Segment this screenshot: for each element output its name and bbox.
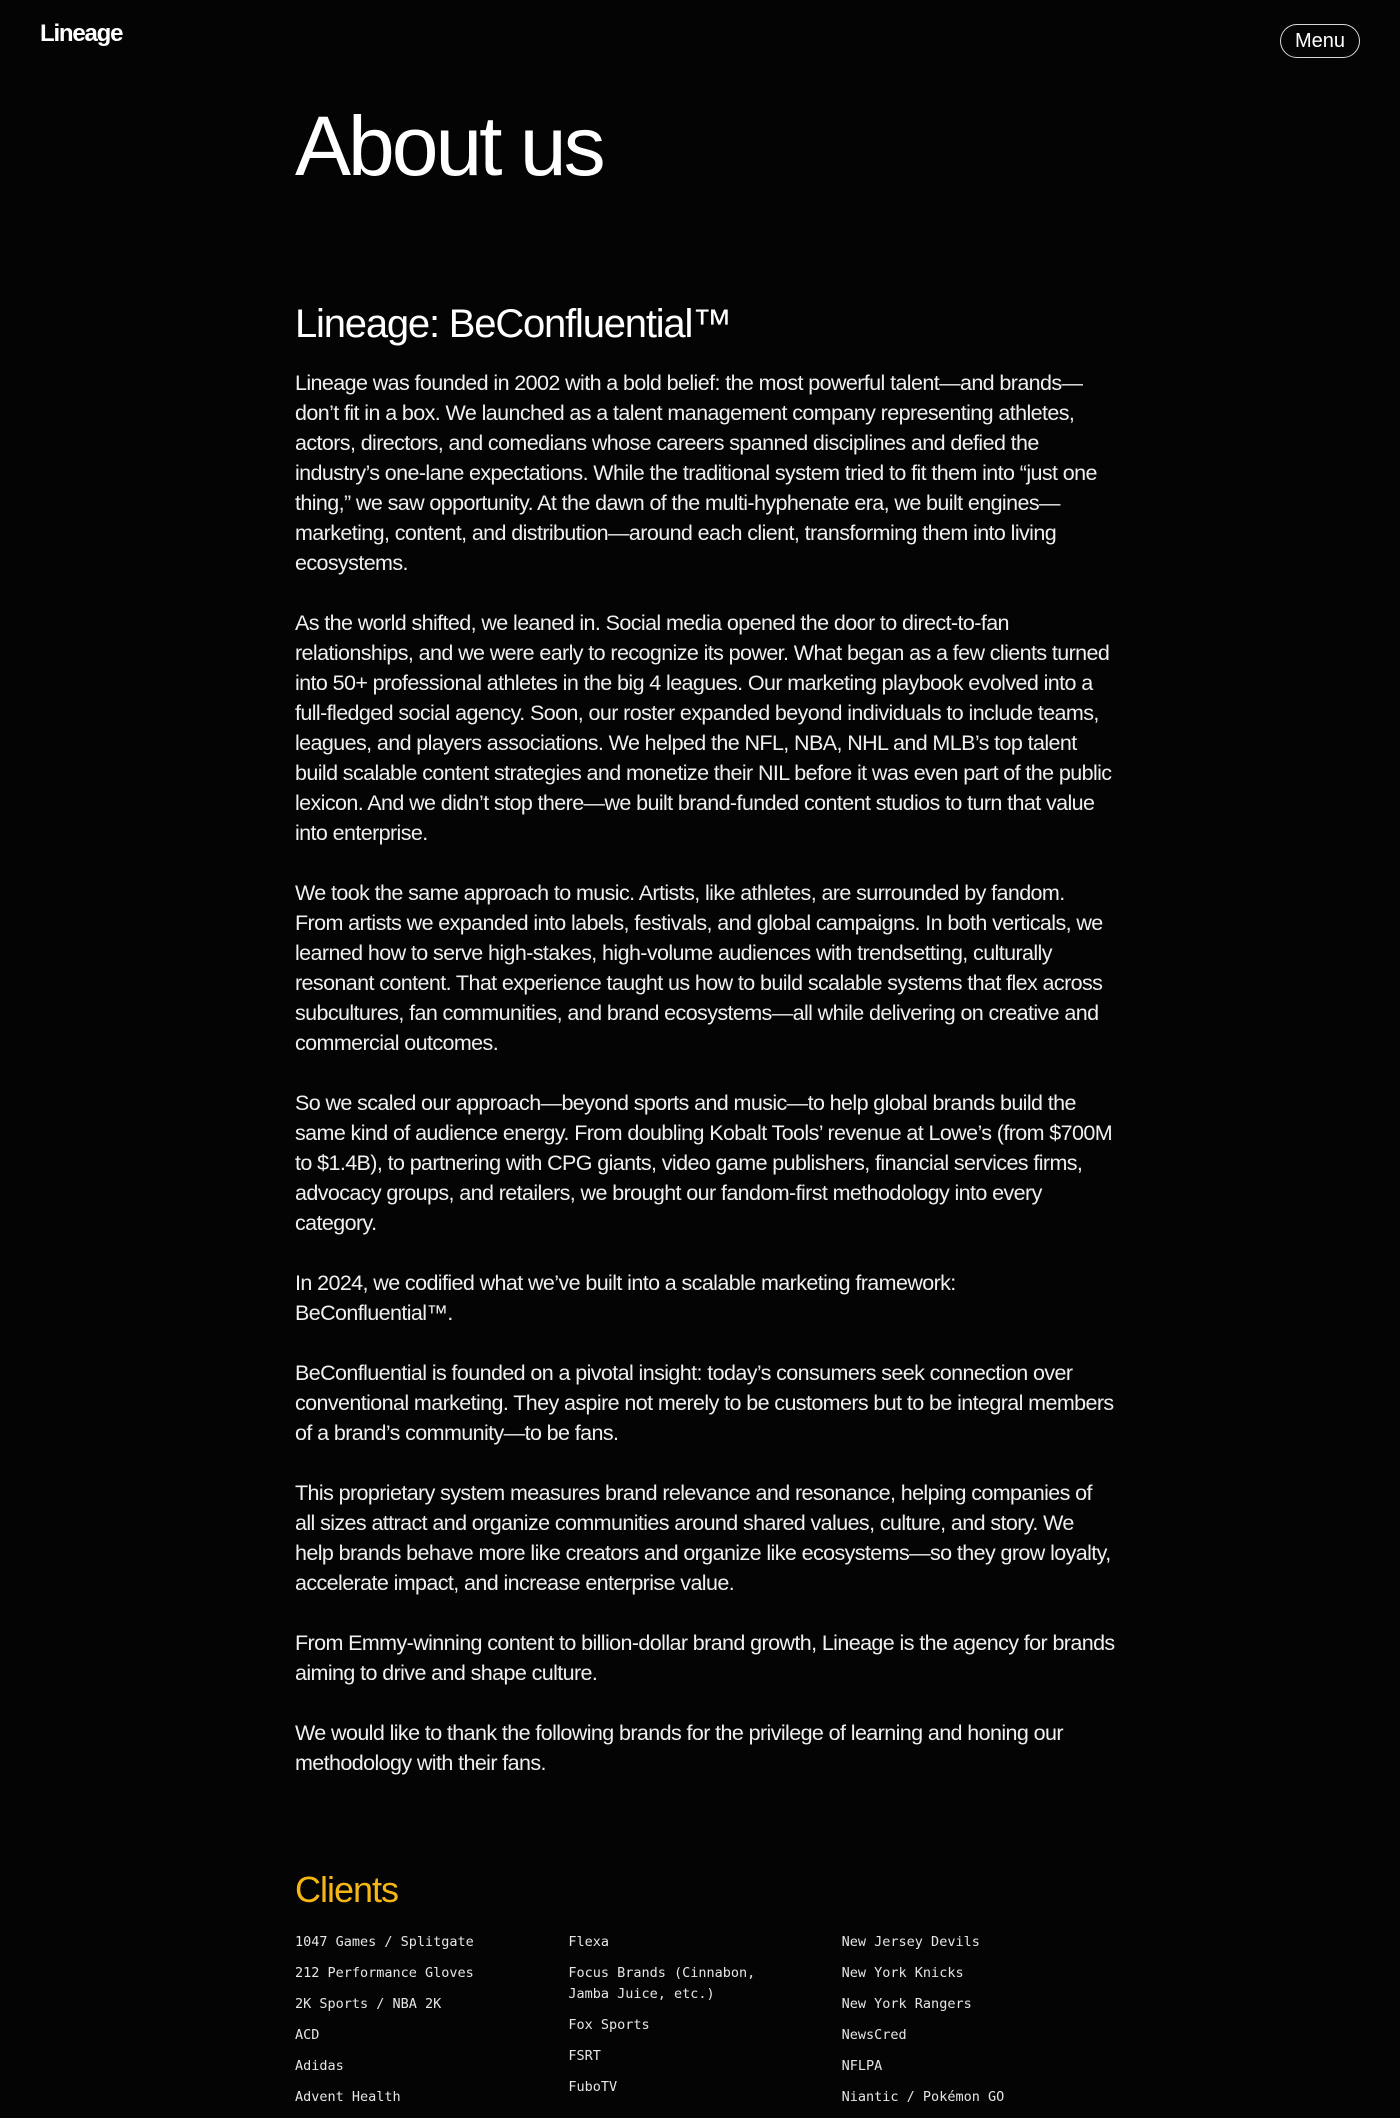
about-paragraph: BeConfluential is founded on a pivotal insight: today’s consumers seek connection over conventional marketing. They aspire not merely to be customers but to be integral members of a brand’s community—to be fans. <box>295 1361 1114 1445</box>
client-item: ACD <box>295 2027 320 2043</box>
client-item: FuboTV <box>568 2079 618 2095</box>
client-item: Niantic / Pokémon GO <box>841 2089 1005 2105</box>
client-item: New York Rangers <box>841 1996 972 2012</box>
about-paragraph: From Emmy-winning content to billion-dollar brand growth, Lineage is the agency for brands aiming to drive and shape culture. <box>295 1631 1115 1685</box>
clients-column-1 <box>295 1932 568 2118</box>
clients-column-3 <box>842 1932 1115 2118</box>
client-item: NewsCred <box>841 2027 907 2043</box>
client-item: 1047 Games / Splitgate <box>295 1934 474 1950</box>
clients-column-2 <box>568 1932 841 2118</box>
menu-button[interactable]: Menu <box>1280 24 1360 58</box>
client-item: NFLPA <box>841 2058 883 2074</box>
about-paragraph: We took the same approach to music. Artists, like athletes, are surrounded by fandom. From artists we expanded into labels, festivals, and global campaigns. In both verticals, we learned how to serve high-stakes, high-volume audiences with trendsetting, culturally resonant content. That experience taught us how to build scalable systems that flex across subcultures, fan communities, and brand ecosystems—all while delivering on creative and commercial outcomes. <box>295 881 1103 1055</box>
about-paragraph: This proprietary system measures brand relevance and resonance, helping companies of all sizes attract and organize communities around shared values, culture, and story. We help brands behave more like creators and organize like ecosystems—so they grow loyalty, accelerate impact, and increase enterprise value. <box>295 1481 1111 1595</box>
about-paragraph: As the world shifted, we leaned in. Social media opened the door to direct-to-fan relationships, and we were early to recognize its power. What began as a few clients turned into 50+ professional athletes in the big 4 leagues. Our marketing playbook evolved into a full-fledged social agency. Soon, our roster expanded beyond individuals to include teams, leagues, and players associations. We helped the NFL, NBA, NHL and MLB’s top talent build scalable content strategies and monetize their NIL before it was even part of the public lexicon. And we didn’t stop there—we built brand-funded content studios to turn that value into enterprise. <box>295 611 1112 845</box>
client-item: 2K Sports / NBA 2K <box>295 1996 442 2012</box>
clients-heading: Clients <box>295 1869 399 1910</box>
lineage-logo[interactable]: Lineage <box>40 20 123 47</box>
about-paragraph: So we scaled our approach—beyond sports and music—to help global brands build the same kind of audience energy. From doubling Kobalt Tools’ revenue at Lowe’s (from $700M to $1.4B), to partnering with CPG giants, video game publishers, financial services firms, advocacy groups, and retailers, we brought our fandom-first methodology into every category. <box>295 1091 1113 1235</box>
client-item: Adidas <box>295 2058 344 2074</box>
section-heading: Lineage: BeConfluential™ <box>295 302 731 346</box>
page-title: About us <box>295 99 603 193</box>
about-paragraph: We would like to thank the following brands for the privilege of learning and honing our methodology with their fans. <box>295 1721 1063 1775</box>
client-item: New York Knicks <box>841 1965 964 1981</box>
client-item: Focus Brands (Cinnabon, Jamba Juice, etc.) <box>568 1965 756 2002</box>
client-item: Flexa <box>568 1934 609 1950</box>
client-item: Fox Sports <box>568 2017 650 2033</box>
about-body <box>295 368 1115 1808</box>
clients-list <box>295 1932 1115 2118</box>
client-item: New Jersey Devils <box>841 1934 980 1950</box>
client-item: Advent Health <box>295 2089 401 2105</box>
client-item: 212 Performance Gloves <box>295 1965 474 1981</box>
about-paragraph: In 2024, we codified what we’ve built into a scalable marketing framework: BeConfluential™. <box>295 1271 956 1325</box>
about-paragraph: Lineage was founded in 2002 with a bold belief: the most powerful talent—and brands—don’t fit in a box. We launched as a talent management company representing athletes, actors, directors, and comedians whose careers spanned disciplines and defied the industry’s one-lane expectations. While the traditional system tried to fit them into “just one thing,” we saw opportunity. At the dawn of the multi-hyphenate era, we built engines—marketing, content, and distribution—around each client, transforming them into living ecosystems. <box>295 371 1097 575</box>
client-item: FSRT <box>568 2048 601 2064</box>
